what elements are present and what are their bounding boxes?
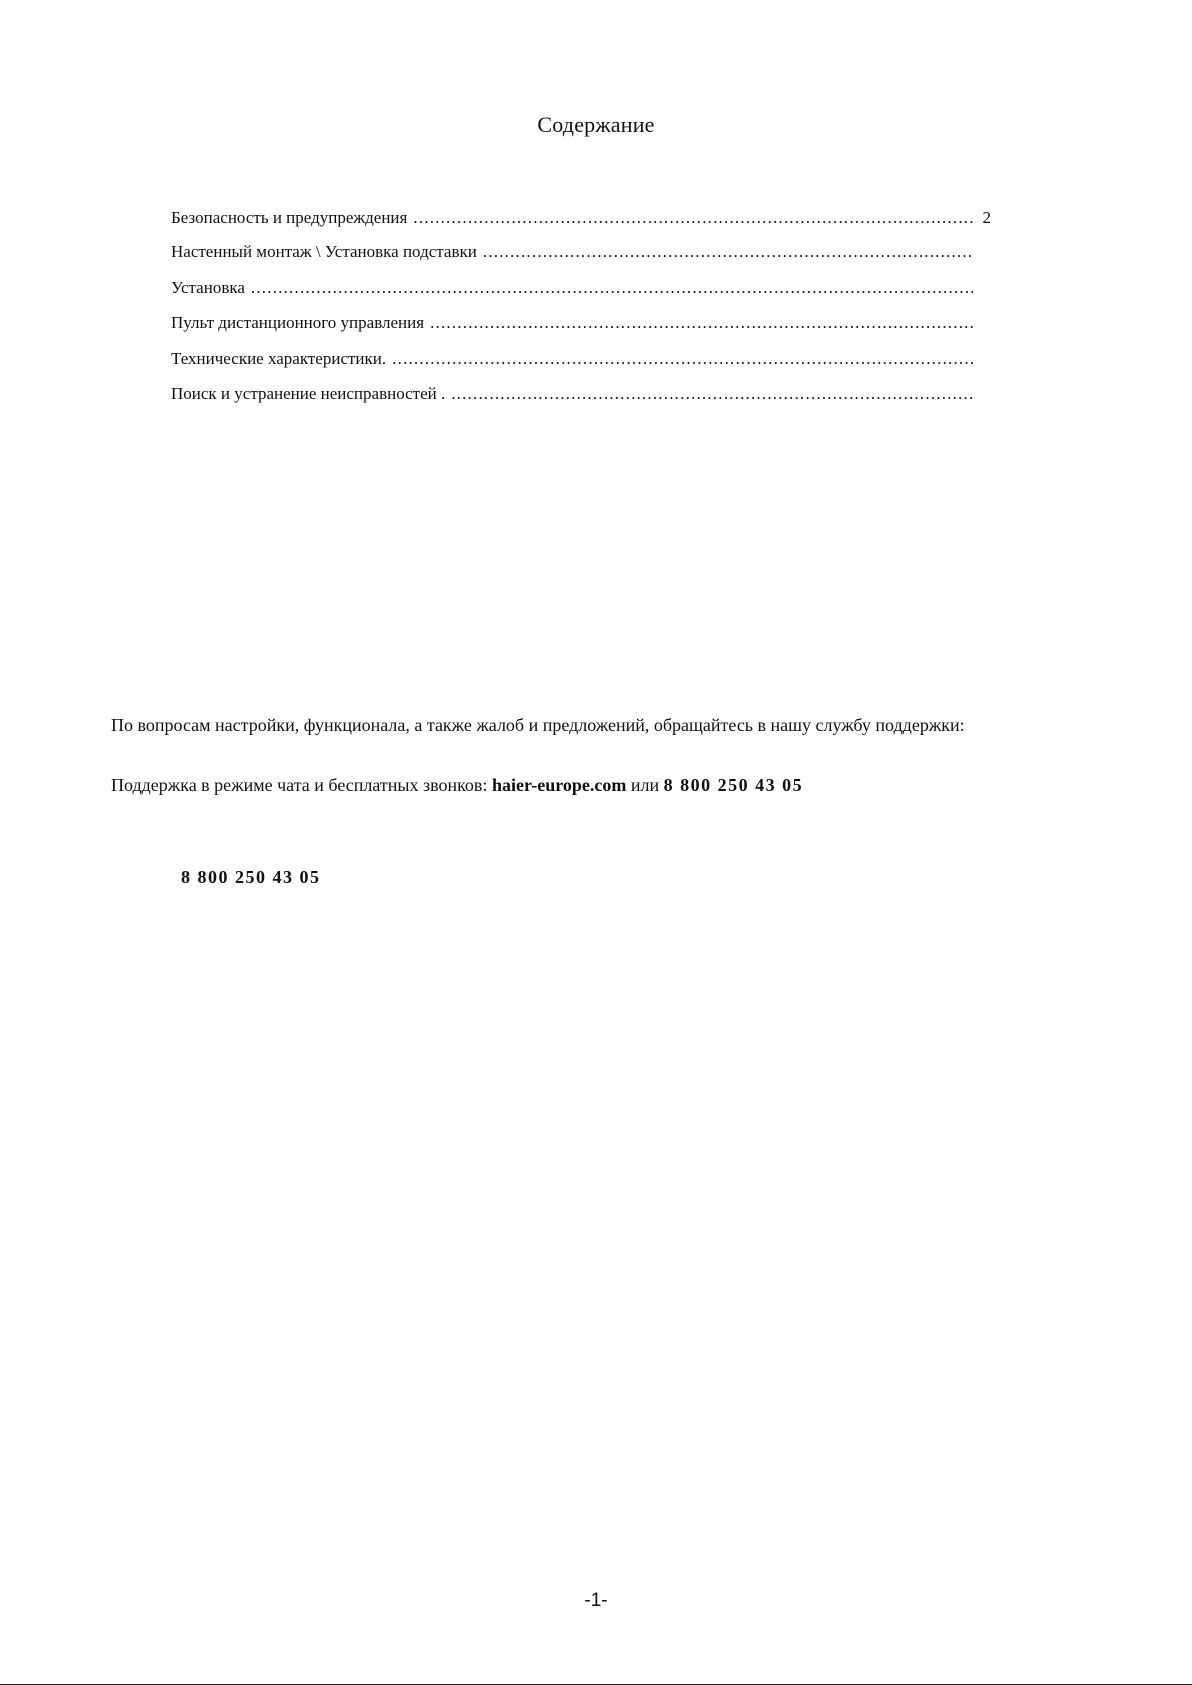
toc-dot-leader: [451, 384, 973, 404]
toc-dot-leader: [251, 278, 973, 298]
toc-entry-label: Безопасность и предупреждения: [171, 208, 408, 227]
toc-entry-label: Поиск и устранение неисправностей .: [171, 384, 446, 403]
toc-dot-leader: [483, 242, 973, 262]
toc-entry: [171, 384, 991, 420]
support-phone-number: 8 800 250 43 05: [663, 775, 804, 795]
support-website-link[interactable]: haier-europe.com: [491, 775, 627, 795]
toc-entry: [171, 208, 991, 242]
standalone-phone-number: 8 800 250 43 05: [181, 867, 321, 887]
toc-entry-label: Пульт дистанционного управления: [171, 313, 425, 332]
toc-entry: [171, 349, 991, 385]
toc-entry: [171, 278, 991, 314]
toc-dot-leader: [430, 313, 973, 333]
support-chat-line: [111, 775, 803, 796]
support-chat-prefix: Поддержка в режиме чата и бесплатных звонков:: [111, 775, 488, 795]
toc-dot-leader: [413, 208, 973, 228]
toc-entry-label: Настенный монтаж \ Установка подставки: [171, 242, 477, 261]
toc-dot-leader: [392, 349, 973, 369]
support-question-text: По вопросам настройки, функционала, а также жалоб и предложений, обращайтесь в нашу службу поддержки:: [111, 715, 965, 735]
toc-entry-label: Установка: [171, 277, 245, 297]
toc-entry-label: Технические характеристики.: [171, 348, 387, 368]
support-or-text: или: [630, 775, 660, 795]
page-number: -1-: [584, 1590, 608, 1611]
toc-entry: [171, 313, 991, 349]
toc-entry: [171, 242, 991, 278]
table-of-contents: [171, 208, 991, 420]
page-title: Содержание: [537, 112, 655, 137]
toc-entry-page: 2: [982, 208, 991, 227]
